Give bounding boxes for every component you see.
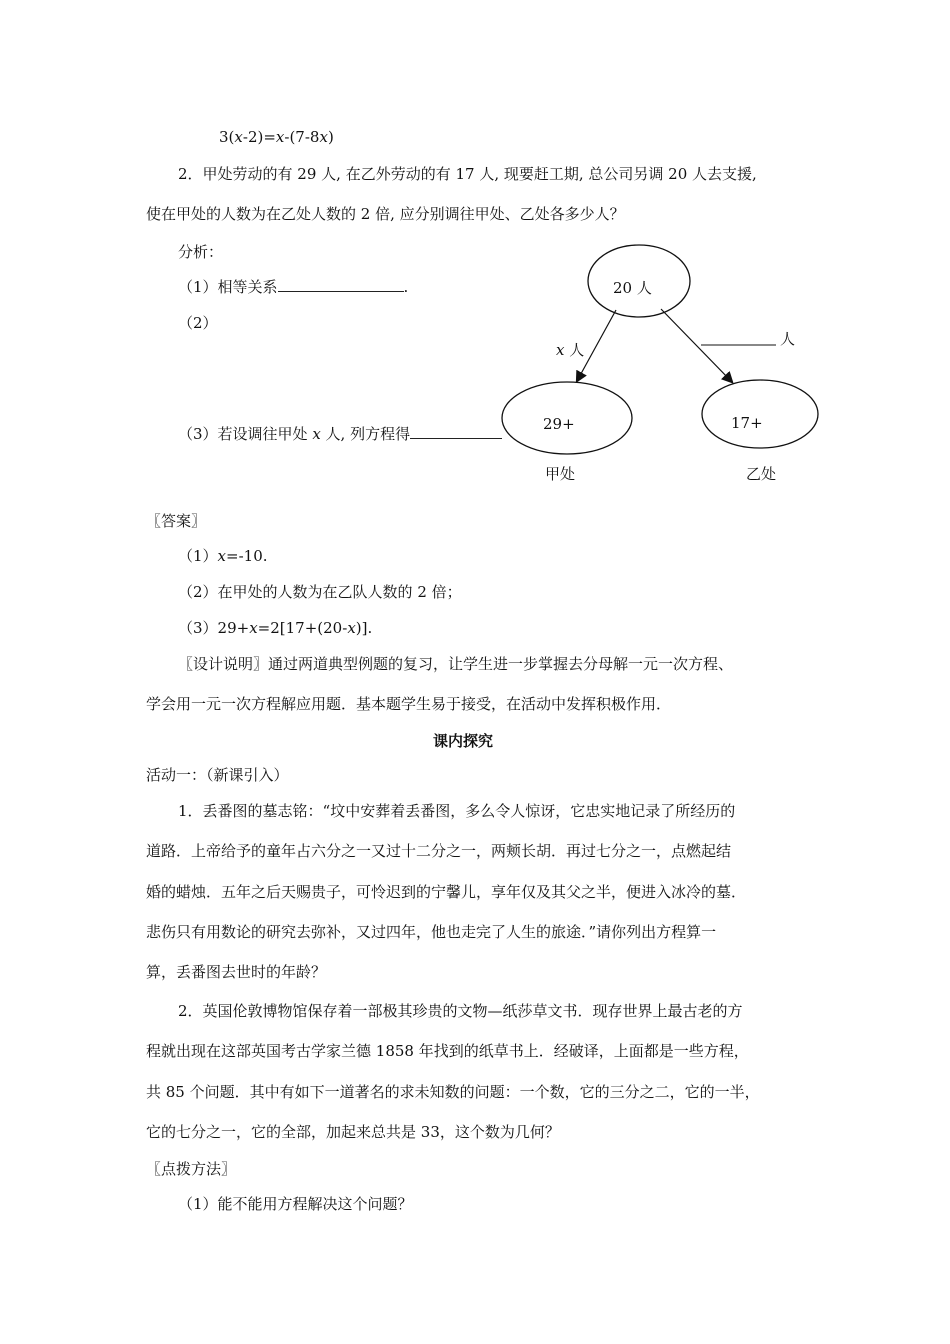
analysis-item-3-text-rest: 人, 列方程得: [320, 425, 411, 443]
answer-1: [178, 546, 268, 566]
method-question-1: （1）能不能用方程解决这个问题？: [178, 1195, 413, 1213]
jia-node-label: 29+: [543, 415, 575, 433]
analysis-item-1-text: （1）相等关系: [178, 278, 278, 296]
var-x: x: [217, 547, 227, 565]
answer-1-lead: （1）: [178, 547, 218, 565]
jia-caption: 甲处: [545, 465, 576, 483]
paragraph-2-line-1: 2．英国伦敦博物馆保存着一部极其珍贵的文物—纸莎草文书．现存世界上最古老的方: [178, 1002, 743, 1020]
paragraph-1-line-3: 婚的蜡烛．五年之后天赐贵子，可怜迟到的宁馨儿，享年仅及其父之半，便进入冰冷的墓．: [146, 883, 747, 901]
period: .: [403, 278, 409, 296]
answer-3-lead: （3）29+: [178, 619, 250, 637]
var-x: x: [312, 425, 321, 443]
paragraph-2-line-2: 程就出现在这部英国考古学家兰德 1858 年找到的纸草书上．经破译，上面都是一些方程，: [146, 1042, 749, 1060]
paragraph-2-line-4: 它的七分之一，它的全部，加起来总共是 33，这个数为几何？: [146, 1123, 560, 1141]
answer-1-rest: =-10.: [226, 547, 268, 565]
top-node-label: 20 人: [613, 279, 652, 297]
yi-node-label: 17+: [731, 414, 763, 432]
eq-part: 3(: [219, 128, 235, 146]
eq-var: x: [234, 128, 243, 146]
analysis-item-3-text: （3）若设调往甲处: [178, 425, 313, 443]
design-note-line-2: 学会用一元一次方程解应用题．基本题学生易于接受，在活动中发挥积极作用．: [146, 695, 672, 713]
answer-heading: 〖答案〗: [146, 512, 207, 530]
paragraph-1-line-1: 1．丢番图的墓志铭：“坟中安葬着丢番图，多么令人惊讶，它忠实地记录了所经历的: [178, 802, 736, 820]
method-heading: 〖点拨方法〗: [146, 1160, 237, 1178]
activity-heading: 活动一：（新课引入）: [146, 766, 289, 784]
left-edge-label: [556, 341, 584, 359]
answer-2: （2）在甲处的人数为在乙队人数的 2 倍；: [178, 583, 462, 601]
analysis-item-2: （2）: [178, 314, 218, 332]
eq-part: -2)=: [242, 128, 276, 146]
var-x: x: [249, 619, 258, 637]
answer-3: [178, 618, 372, 638]
answer-3-mid: =2[17+(20-: [257, 619, 348, 637]
design-note-line-1: 〖设计说明〗通过两道典型例题的复习，让学生进一步掌握去分母解一元一次方程、: [178, 655, 734, 673]
eq-part: -(7-8: [284, 128, 320, 146]
paragraph-1-line-4: 悲伤只有用数论的研究去弥补，又过四年，他也走完了人生的旅途．”请你列出方程算一: [146, 923, 717, 941]
paragraph-1-line-5: 算，丢番图去世时的年龄？: [146, 963, 327, 981]
yi-caption: 乙处: [746, 465, 777, 483]
var-x: x: [347, 619, 356, 637]
analysis-label: 分析：: [178, 243, 224, 261]
question-2-line-1: 2．甲处劳动的有 29 人, 在乙外劳动的有 17 人, 现要赶工期, 总公司另调 20 人去支援,: [178, 165, 757, 183]
eq-var: x: [275, 128, 285, 146]
allocation-diagram: [0, 0, 950, 500]
answer-3-end: )].: [355, 619, 373, 637]
question-2-line-2: 使在甲处的人数为在乙处人数的 2 倍, 应分别调往甲处、乙处各多少人？: [146, 205, 625, 223]
left-edge-var: x: [556, 341, 565, 359]
section-title: 课内探究: [433, 732, 494, 750]
eq-part: ): [327, 128, 334, 146]
left-edge-unit: 人: [564, 341, 585, 359]
paragraph-2-line-3: 共 85 个问题．其中有如下一道著名的求未知数的问题：一个数，它的三分之二，它的一半，: [146, 1083, 760, 1101]
right-edge-label: 人: [780, 330, 796, 348]
eq-var: x: [319, 128, 328, 146]
paragraph-1-line-2: 道路．上帝给予的童年占六分之一又过十二分之一，两颊长胡．再过七分之一，点燃起结: [146, 842, 732, 860]
